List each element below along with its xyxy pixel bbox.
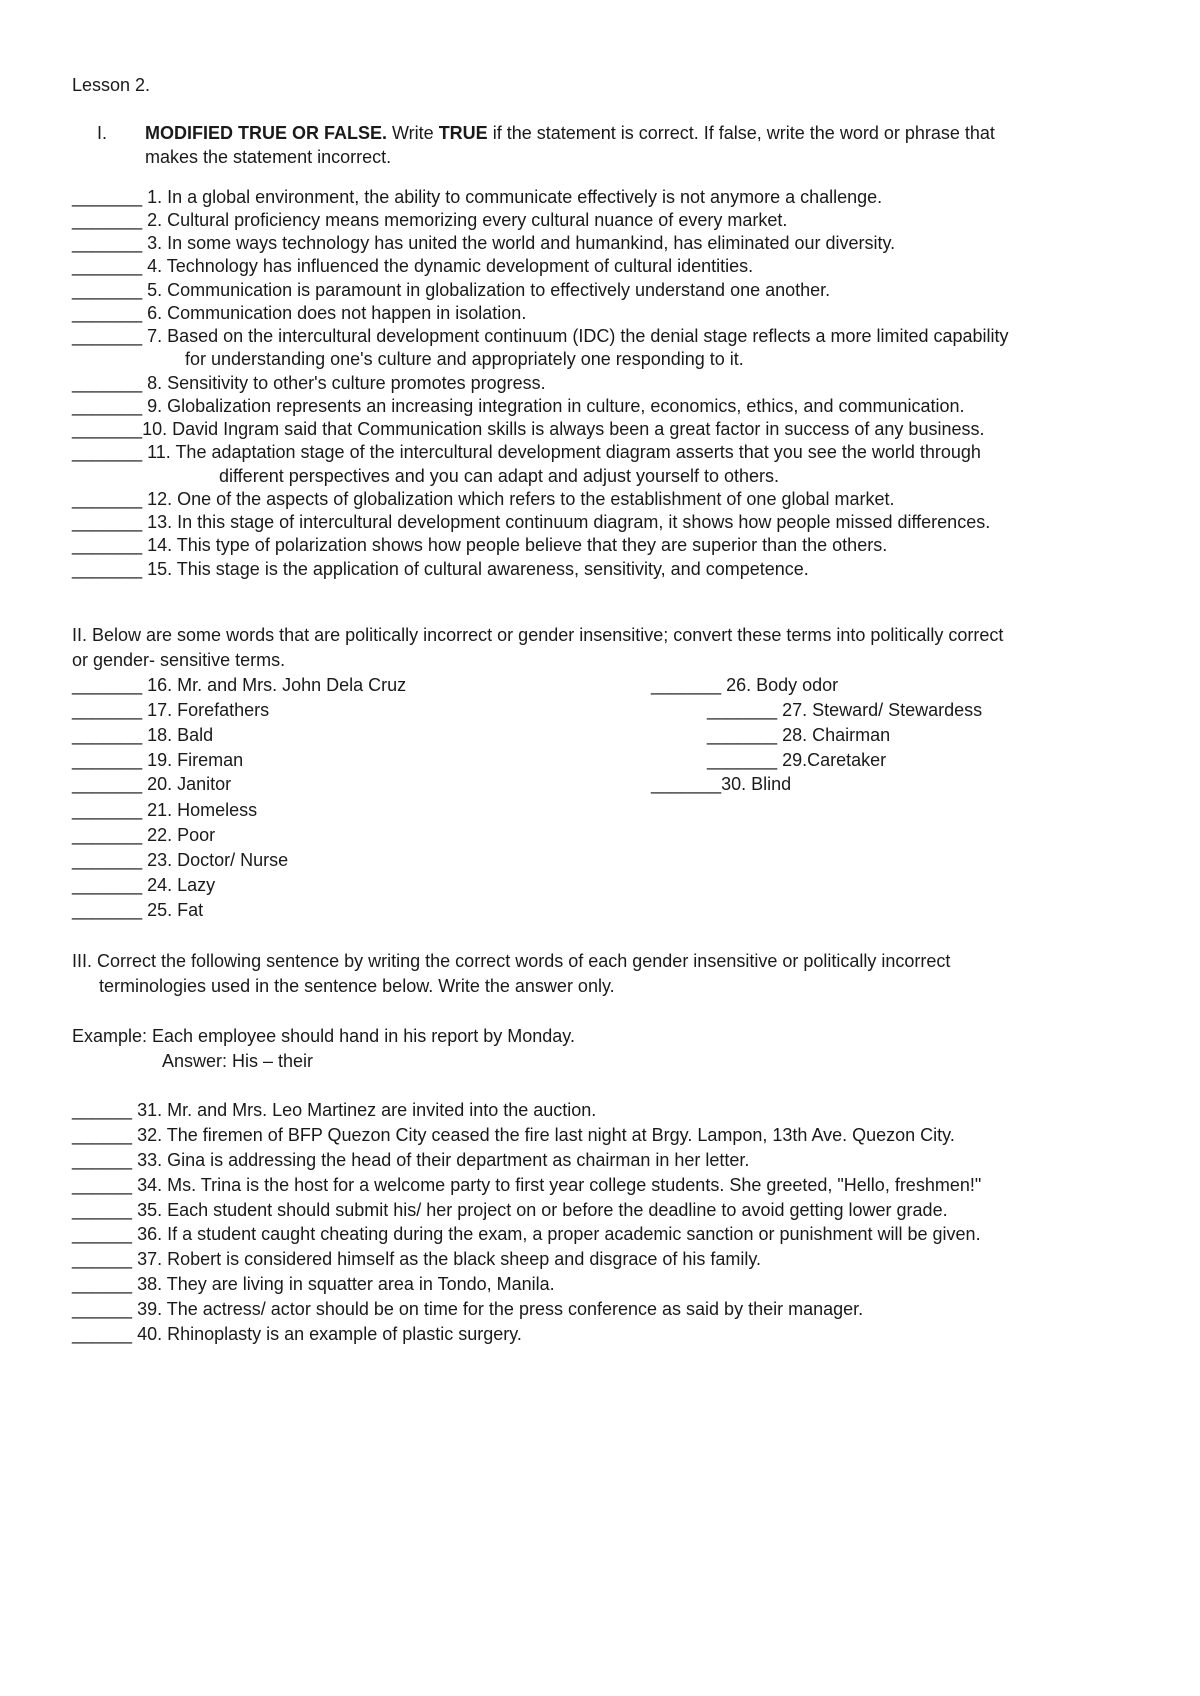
part1-heading: MODIFIED TRUE OR FALSE. bbox=[145, 123, 388, 143]
tf-item: _______ 1. In a global environment, the ability to communicate effectively is not anymore a challenge. bbox=[72, 187, 883, 207]
term-item: _______ 26. Body odor bbox=[651, 675, 839, 695]
term-item: _______ 23. Doctor/ Nurse bbox=[72, 850, 289, 870]
sentence-item: ______ 36. If a student caught cheating during the exam, a proper academic sanction or punishment will be given. bbox=[72, 1224, 981, 1244]
part1-numeral: I. bbox=[97, 123, 108, 143]
sentence-item: ______ 39. The actress/ actor should be on time for the press conference as said by their manager. bbox=[72, 1299, 864, 1319]
part1-instructions bbox=[145, 122, 995, 144]
sentence-item: ______ 33. Gina is addressing the head of their department as chairman in her letter. bbox=[72, 1150, 750, 1170]
sentence-item: ______ 32. The firemen of BFP Quezon City ceased the fire last night at Brgy. Lampon, 13th Ave. Quezon City. bbox=[72, 1125, 955, 1145]
lesson-title: Lesson 2. bbox=[72, 75, 151, 95]
term-item: _______ 18. Bald bbox=[72, 725, 214, 745]
sentence-item: ______ 40. Rhinoplasty is an example of plastic surgery. bbox=[72, 1324, 522, 1344]
tf-item: _______ 15. This stage is the application of cultural awareness, sensitivity, and competence. bbox=[72, 559, 809, 579]
term-item: _______ 24. Lazy bbox=[72, 875, 216, 895]
tf-item-continuation: different perspectives and you can adapt and adjust yourself to others. bbox=[219, 466, 780, 486]
tf-item: _______ 4. Technology has influenced the dynamic development of cultural identities. bbox=[72, 256, 754, 276]
part1-instructions-line2: makes the statement incorrect. bbox=[145, 147, 392, 167]
example-sentence: Example: Each employee should hand in his report by Monday. bbox=[72, 1026, 575, 1046]
part1-instr-true: TRUE bbox=[438, 123, 488, 143]
tf-item: _______10. David Ingram said that Communication skills is always been a great factor in success of any business. bbox=[72, 419, 985, 439]
term-item: _______ 16. Mr. and Mrs. John Dela Cruz bbox=[72, 675, 407, 695]
term-item: _______ 25. Fat bbox=[72, 900, 204, 920]
tf-item: _______ 13. In this stage of intercultural development continuum diagram, it shows how people missed differences. bbox=[72, 512, 991, 532]
part1-instr-a: Write bbox=[387, 123, 439, 143]
tf-item: _______ 5. Communication is paramount in globalization to effectively understand one another. bbox=[72, 280, 831, 300]
tf-item: _______ 8. Sensitivity to other's culture promotes progress. bbox=[72, 373, 546, 393]
term-item: _______30. Blind bbox=[651, 774, 792, 794]
tf-item: _______ 6. Communication does not happen in isolation. bbox=[72, 303, 527, 323]
term-item: _______ 27. Steward/ Stewardess bbox=[707, 700, 983, 720]
part3-intro-line2: terminologies used in the sentence below. Write the answer only. bbox=[99, 976, 615, 996]
tf-item: _______ 3. In some ways technology has united the world and humankind, has eliminated our diversity. bbox=[72, 233, 896, 253]
term-item: _______ 29.Caretaker bbox=[707, 750, 887, 770]
part2-intro: II. Below are some words that are politically incorrect or gender insensitive; convert these terms into politically correct bbox=[72, 625, 1004, 645]
sentence-item: ______ 31. Mr. and Mrs. Leo Martinez are invited into the auction. bbox=[72, 1100, 597, 1120]
term-item: _______ 19. Fireman bbox=[72, 750, 244, 770]
term-item: _______ 22. Poor bbox=[72, 825, 216, 845]
term-item: _______ 17. Forefathers bbox=[72, 700, 270, 720]
tf-item: _______ 2. Cultural proficiency means memorizing every cultural nuance of every market. bbox=[72, 210, 788, 230]
sentence-item: ______ 35. Each student should submit his/ her project on or before the deadline to avoid getting lower grade. bbox=[72, 1200, 948, 1220]
sentence-item: ______ 34. Ms. Trina is the host for a welcome party to first year college students. She greeted, "Hello, freshmen!" bbox=[72, 1175, 982, 1195]
tf-item: _______ 14. This type of polarization shows how people believe that they are superior than the others. bbox=[72, 535, 888, 555]
sentence-item: ______ 38. They are living in squatter area in Tondo, Manila. bbox=[72, 1274, 555, 1294]
sentence-item: ______ 37. Robert is considered himself as the black sheep and disgrace of his family. bbox=[72, 1249, 762, 1269]
term-item: _______ 28. Chairman bbox=[707, 725, 891, 745]
part3-intro: III. Correct the following sentence by writing the correct words of each gender insensitive or politically incorrect bbox=[72, 951, 951, 971]
term-item: _______ 21. Homeless bbox=[72, 800, 258, 820]
tf-item: _______ 7. Based on the intercultural development continuum (IDC) the denial stage reflects a more limited capability bbox=[72, 326, 1009, 346]
term-item: _______ 20. Janitor bbox=[72, 774, 232, 794]
tf-item: _______ 12. One of the aspects of globalization which refers to the establishment of one global market. bbox=[72, 489, 895, 509]
part2-intro-line2: or gender- sensitive terms. bbox=[72, 650, 286, 670]
example-answer: Answer: His – their bbox=[162, 1051, 314, 1071]
tf-item-continuation: for understanding one's culture and appropriately one responding to it. bbox=[185, 349, 744, 369]
part1-instr-b: if the statement is correct. If false, write the word or phrase that bbox=[487, 123, 995, 143]
tf-item: _______ 9. Globalization represents an increasing integration in culture, economics, ethics, and communication. bbox=[72, 396, 965, 416]
tf-item: _______ 11. The adaptation stage of the intercultural development diagram asserts that you see the world through bbox=[72, 442, 981, 462]
